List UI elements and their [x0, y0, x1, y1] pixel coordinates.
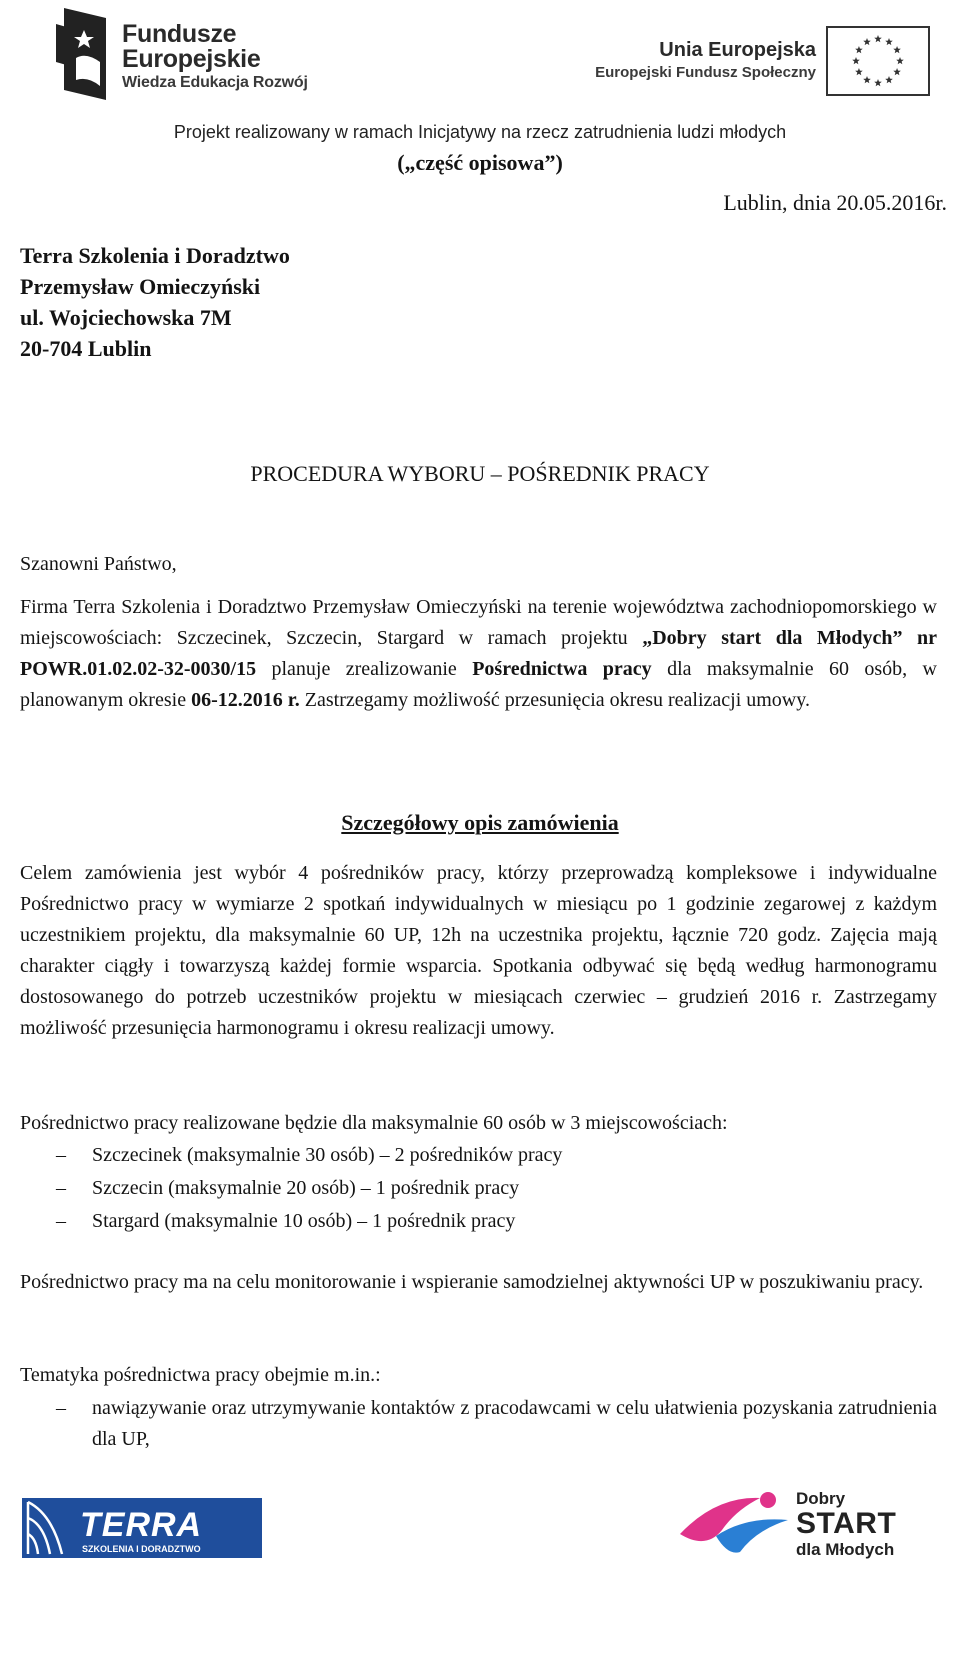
sender-line3: ul. Wojciechowska 7M — [20, 305, 232, 330]
intro-part2: planuje zrealizowanie — [256, 658, 473, 680]
list-item — [20, 1172, 937, 1205]
location-3: Stargard (maksymalnie 10 osób) – 1 pośrednik pracy — [92, 1210, 516, 1232]
dobry-logo-line1: Dobry — [796, 1489, 846, 1508]
locations-paragraph: Pośrednictwo pracy realizowane będzie dla maksymalnie 60 osób w 3 miejscowościach: — [20, 1112, 728, 1134]
fe-logo-line2: Europejskie — [122, 45, 261, 73]
dobry-logo-line3: dla Młodych — [796, 1540, 895, 1559]
dash: – — [56, 1177, 66, 1199]
fe-logo-line3: Wiedza Edukacja Rozwój — [122, 74, 308, 91]
locations-list — [20, 1139, 937, 1238]
sender-line4: 20-704 Lublin — [20, 336, 152, 361]
dobry-start-logo — [676, 1486, 916, 1566]
list-item — [20, 1205, 937, 1238]
intro-part3: dla maksymalnie 60 osób, w planowanym okresie — [20, 658, 938, 711]
document-date: Lublin, dnia 20.05.2016r. — [723, 190, 947, 215]
ue-logo-line1: Unia Europejska — [659, 39, 816, 61]
fundusze-europejskie-mark-icon — [56, 6, 106, 100]
dash: – — [56, 1144, 66, 1166]
dobry-start-swoosh-icon — [676, 1486, 796, 1566]
intro-part4: Zastrzegamy możliwość przesunięcia okresu realizacji umowy. — [299, 689, 810, 711]
terra-logo-icon — [22, 1494, 262, 1562]
fe-logo-line1: Fundusze — [122, 20, 237, 48]
topics-paragraph: Tematyka pośrednictwa pracy obejmie m.in.: — [20, 1364, 381, 1386]
sender-address — [20, 240, 290, 364]
list-item — [20, 1393, 937, 1455]
part-label: („część opisowa”) — [397, 150, 563, 175]
procedure-title: PROCEDURA WYBORU – POŚREDNIK PRACY — [250, 461, 710, 486]
location-1: Szczecinek (maksymalnie 30 osób) – 2 pośredników pracy — [92, 1144, 563, 1166]
list-item — [20, 1139, 937, 1172]
terra-logo-tagline: SZKOLENIA I DORADZTWO — [82, 1544, 201, 1554]
project-line: Projekt realizowany w ramach Inicjatywy na rzecz zatrudnienia ludzi młodych — [173, 122, 787, 142]
sender-line1: Terra Szkolenia i Doradztwo — [20, 243, 290, 268]
section-title: Szczegółowy opis zamówienia — [341, 810, 619, 835]
topics-list — [20, 1393, 937, 1455]
unia-europejska-logo — [595, 26, 940, 100]
goal-paragraph: Celem zamówienia jest wybór 4 pośredników pracy, którzy przeprowadzą kompleksowe i indywidualne Pośrednictwo pracy w wymiarze 2 spotkań indywidualnych w miesiącu po 1 godzinie zegarowej z każdym uczestnikiem projektu, dla maksymalnie 60 UP, 12h na uczestnika projektu, łącznie 720 godz. Zajęcia mają charakter ciągły i towarzyszą każdej formie wsparcia. Spotkania odbywać się będą według harmonogramu dostosowanego do potrzeb uczestników projektu w miesiącach czerwiec – grudzień 2016 r. Zastrzegamy możliwość przesunięcia harmonogramu i okresu realizacji umowy. — [20, 862, 937, 1039]
fundusze-europejskie-logo — [56, 6, 346, 104]
greeting: Szanowni Państwo, — [20, 553, 177, 575]
terra-logo — [22, 1494, 262, 1562]
topic-1: nawiązywanie oraz utrzymywanie kontaktów z pracodawcami w celu ułatwienia pozyskania zatrudnienia dla UP, — [92, 1397, 937, 1450]
period: 06-12.2016 r. — [191, 689, 300, 711]
ue-logo-line2: Europejski Fundusz Społeczny — [595, 64, 816, 81]
eu-flag-icon — [826, 26, 930, 96]
terra-logo-name: TERRA — [80, 1506, 203, 1544]
dash: – — [56, 1397, 66, 1419]
dash: – — [56, 1210, 66, 1232]
dobry-logo-line2: START — [796, 1507, 897, 1540]
service-name: Pośrednictwa pracy — [472, 658, 652, 680]
sender-line2: Przemysław Omieczyński — [20, 274, 261, 299]
project-name: „Dobry start dla Młodych” nr POWR.01.02.02-32-0030/15 — [20, 627, 937, 680]
aim-paragraph: Pośrednictwo pracy ma na celu monitorowanie i wspieranie samodzielnej aktywności UP w poszukiwaniu pracy. — [20, 1271, 924, 1293]
intro-part1: Firma Terra Szkolenia i Doradztwo Przemysław Omieczyński na terenie województwa zachodniopomorskiego w miejscowościach: Szczecinek, Szczecin, Stargard w ramach projektu — [20, 596, 937, 649]
intro-paragraph — [20, 592, 937, 716]
location-2: Szczecin (maksymalnie 20 osób) – 1 pośrednik pracy — [92, 1177, 520, 1199]
